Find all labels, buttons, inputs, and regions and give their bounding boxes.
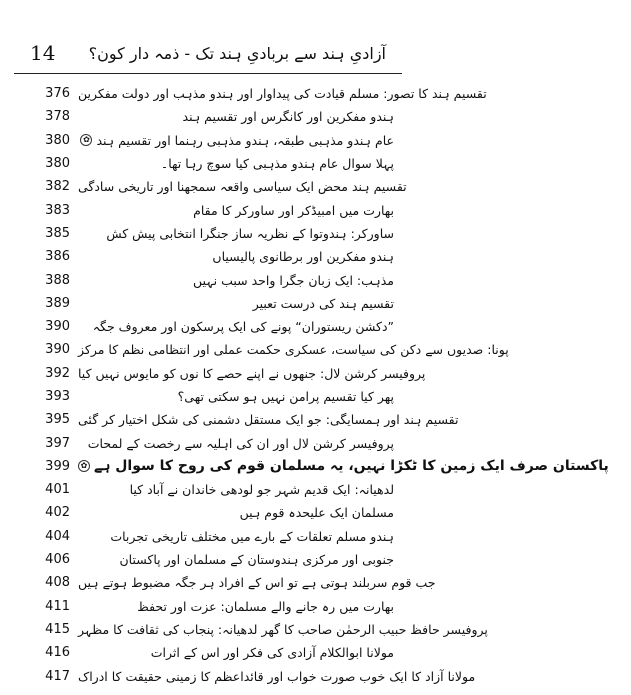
toc-entry-body bbox=[78, 412, 480, 427]
toc-entry-body bbox=[78, 505, 416, 520]
toc-entry-title: بھارت میں رہ جانے والے مسلمان: عزت اور تحفظ bbox=[137, 598, 394, 614]
running-title: آزادیِ ہند سے بربادیِ ہند تک - ذمہ دار کون؟ bbox=[88, 43, 386, 63]
toc-page-number: 393 bbox=[45, 389, 70, 404]
page-number: 14 bbox=[30, 41, 56, 65]
toc-entry-body bbox=[78, 342, 531, 357]
toc-entry bbox=[0, 362, 426, 385]
toc-entry bbox=[0, 618, 488, 641]
page-header bbox=[14, 34, 402, 72]
toc-entry bbox=[0, 431, 416, 454]
toc-entry-title: بھارت میں امبیڈکر اور ساورکر کا مقام bbox=[193, 202, 394, 218]
toc-entry-title: پھر کیا تقسیم پرامن نہیں ہو سکتی تھی؟ bbox=[177, 389, 394, 404]
toc-entry-title: مذہب: ایک زبان جگرا واحد سبب نہیں bbox=[193, 272, 394, 288]
toc-entry bbox=[0, 548, 416, 571]
toc-entry-body bbox=[78, 458, 631, 474]
toc-entry-title: ہندو مفکرین اور برطانوی پالیسیاں bbox=[212, 249, 394, 265]
toc-page-number: 382 bbox=[45, 179, 70, 195]
toc-entry-body bbox=[78, 226, 416, 241]
toc-entry bbox=[0, 268, 416, 291]
toc-page-number: 386 bbox=[45, 249, 70, 265]
toc-entry bbox=[0, 292, 416, 315]
toc-entry-body bbox=[78, 133, 416, 148]
toc-entry-title: پروفیسر کرشن لال اور ان کی اہلیہ سے رخصت کے لمحات bbox=[87, 435, 394, 451]
toc-entry bbox=[0, 455, 609, 478]
toc-entry-body bbox=[78, 86, 509, 101]
toc-entry bbox=[0, 385, 416, 408]
toc-entry bbox=[0, 245, 416, 268]
toc-entry-title: تقسیم ہند کی درست تعبیر bbox=[252, 295, 394, 311]
toc-entry-title: پہلا سوال عام ہندو مذہبی کیا سوچ رہا تھا۔ bbox=[160, 156, 394, 172]
flower-bullet-icon: ✿ bbox=[80, 134, 92, 146]
toc-entry-body bbox=[78, 436, 416, 451]
toc-entry-body bbox=[78, 645, 416, 660]
toc-entry-title: پروفیسر حافظ حبیب الرحمٰن صاحب کا گھر لدھیانہ: پنجاب کی ثقافت کا مظہر bbox=[78, 621, 488, 637]
toc-entry-body bbox=[78, 249, 416, 264]
toc-entry-title: مولانا آزاد کا ایک خوب صورت خواب اور قائداعظم کا زمینی حقیقت کا ادراک bbox=[78, 668, 476, 684]
toc-entry bbox=[0, 222, 416, 245]
toc-entry bbox=[0, 338, 509, 361]
toc-entry-title: ہندو مسلم تعلقات کے بارے میں مختلف تاریخی تجربات bbox=[110, 528, 394, 544]
toc-entry-body bbox=[78, 366, 447, 381]
toc-entry-title: ہندو مفکرین اور کانگرس اور تقسیم ہند bbox=[182, 109, 394, 125]
toc-page-number: 376 bbox=[45, 86, 70, 102]
toc-page-number: 383 bbox=[45, 202, 70, 218]
toc-page-number: 406 bbox=[45, 552, 70, 568]
toc-page-number: 404 bbox=[45, 528, 70, 544]
toc-entry-title: جنوبی اور مرکزی ہندوستان کے مسلمان اور پاکستان bbox=[119, 552, 394, 568]
toc-entry-title: مولانا ابوالکلام آزادی کی فکر اور اس کے اثرات bbox=[150, 645, 394, 661]
toc-entry bbox=[0, 478, 416, 501]
toc-page-number: 417 bbox=[45, 668, 70, 684]
toc-page-number: 397 bbox=[45, 435, 70, 451]
toc-page-number: 392 bbox=[45, 365, 70, 381]
toc-page-number: 388 bbox=[45, 272, 70, 288]
toc-entry-body bbox=[78, 179, 429, 194]
toc-page-number: 399 bbox=[45, 458, 70, 474]
toc-page-number: 390 bbox=[45, 319, 70, 335]
toc-entry bbox=[0, 571, 436, 594]
toc-entry-body bbox=[78, 203, 416, 218]
toc-entry-body bbox=[78, 599, 416, 614]
toc-entry bbox=[0, 641, 416, 664]
toc-page-number: 395 bbox=[45, 412, 70, 428]
toc-page-number: 408 bbox=[45, 575, 70, 591]
flower-bullet-icon: ✿ bbox=[78, 460, 90, 472]
toc-entry bbox=[0, 198, 416, 221]
toc-entry bbox=[0, 82, 487, 105]
toc-entry bbox=[0, 175, 416, 198]
toc-entry-body bbox=[78, 575, 458, 590]
toc-entry bbox=[0, 408, 459, 431]
toc-entry-body bbox=[78, 552, 416, 567]
toc-entry-title: مسلمان ایک علیحدہ قوم ہیں bbox=[239, 505, 394, 521]
toc-entry bbox=[0, 664, 476, 687]
toc-entry bbox=[0, 501, 416, 524]
toc-entry-title: ”دکشن ریستوران“ پونے کی ایک پرسکون اور معروف جگہ bbox=[92, 319, 394, 335]
toc-page-number: 415 bbox=[45, 621, 70, 637]
toc-page-number: 401 bbox=[45, 482, 70, 498]
toc-page-number: 380 bbox=[45, 132, 70, 148]
toc-entry-body bbox=[78, 109, 416, 124]
toc-entry-title: عام ہندو مذہبی طبقہ، ہندو مذہبی رہنما اور تقسیم ہند bbox=[96, 132, 394, 148]
toc-entry-title: تقسیم ہند اور ہمسایگی: جو ایک مستقل دشمنی کی شکل اختیار کر گئی bbox=[78, 412, 459, 428]
toc-entry-body bbox=[78, 273, 416, 288]
toc-entry bbox=[0, 525, 416, 548]
toc-page-number: 411 bbox=[45, 598, 70, 614]
table-of-contents bbox=[0, 82, 609, 688]
toc-entry-title: پونا: صدیوں سے دکن کی سیاست، عسکری حکمت عملی اور انتظامی نظم کا مرکز bbox=[78, 342, 509, 358]
toc-page-number: 416 bbox=[45, 645, 70, 661]
toc-entry-body bbox=[78, 156, 416, 171]
toc-entry-body bbox=[78, 622, 510, 637]
toc-entry-title: ساورکر: ہندوتوا کے نظریہ ساز جنگرا انتخابی پیش کش bbox=[106, 225, 394, 241]
toc-entry-body bbox=[78, 389, 416, 404]
toc-page-number: 378 bbox=[45, 109, 70, 125]
toc-entry-body bbox=[78, 319, 416, 334]
toc-entry-title: جب قوم سربلند ہوتی ہے تو اس کے افراد ہر جگہ مضبوط ہوتے ہیں bbox=[78, 575, 436, 591]
toc-entry-body bbox=[78, 529, 416, 544]
toc-entry-body bbox=[78, 482, 416, 497]
toc-page-number: 390 bbox=[45, 342, 70, 358]
toc-entry-body bbox=[78, 669, 497, 684]
toc-page-number: 402 bbox=[45, 505, 70, 521]
toc-entry bbox=[0, 152, 416, 175]
toc-entry-title: پروفیسر کرشن لال: جنھوں نے اپنے حصے کا نوں کو مایوس نہیں کیا bbox=[78, 365, 426, 381]
toc-page-number: 385 bbox=[45, 225, 70, 241]
toc-entry-title: تقسیم ہند محض ایک سیاسی واقعہ سمجھنا اور تاریخی سادگی bbox=[78, 179, 407, 195]
toc-entry-title: تقسیم ہند کا تصور: مسلم قیادت کی پیداوار اور ہندو مذہب اور دولت مفکرین bbox=[78, 86, 487, 102]
toc-entry bbox=[0, 129, 416, 152]
toc-entry-body bbox=[78, 296, 416, 311]
toc-entry bbox=[0, 595, 416, 618]
toc-page-number: 380 bbox=[45, 156, 70, 172]
header-divider bbox=[14, 73, 402, 74]
toc-page-number: 389 bbox=[45, 295, 70, 311]
toc-entry-title: لدھیانہ: ایک قدیم شہر جو لودھی خاندان نے آباد کیا bbox=[129, 482, 394, 498]
toc-entry-title: پاکستان صرف ایک زمین کا ٹکڑا نہیں، یہ مسلمان قوم کی روح کا سوال ہے bbox=[94, 458, 609, 475]
toc-entry bbox=[0, 315, 416, 338]
toc-entry bbox=[0, 105, 416, 128]
